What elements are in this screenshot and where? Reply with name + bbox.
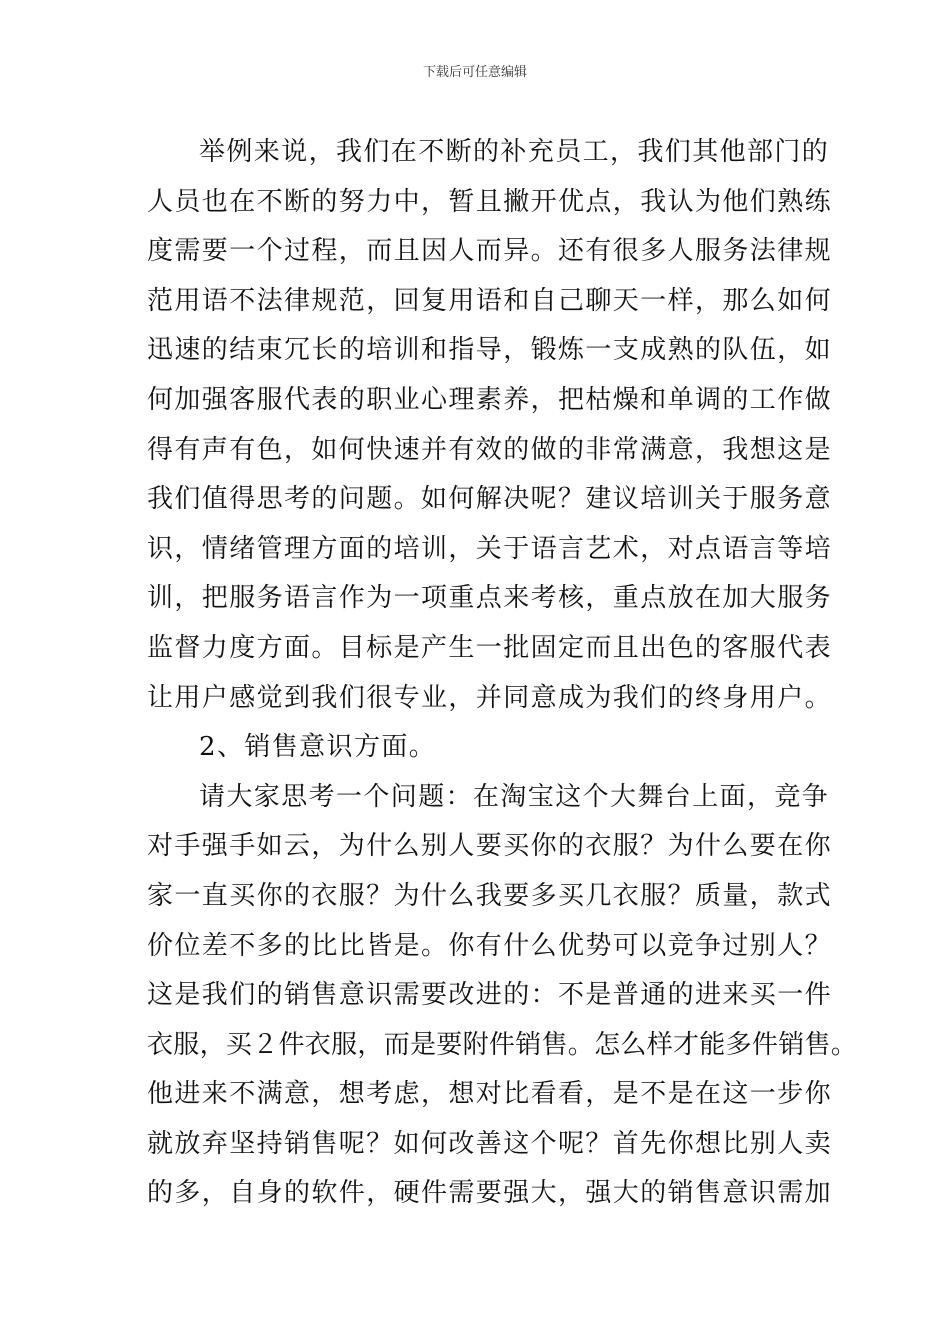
paragraph-line: 我们值得思考的问题。如何解决呢？建议培训关于服务意	[147, 484, 833, 515]
paragraph-line: 让用户感觉到我们很专业，并同意成为我们的终身用户。	[147, 682, 833, 713]
paragraph-line: 度需要一个过程，而且因人而异。还有很多人服务法律规	[147, 236, 833, 267]
page-header: 下载后可任意编辑	[422, 65, 527, 80]
paragraph-line: 请大家思考一个问题：在淘宝这个大舞台上面，竞争	[199, 781, 830, 812]
paragraph-line: 价位差不多的比比皆是。你有什么优势可以竞争过别人？	[147, 930, 833, 961]
paragraph-line: 举例来说，我们在不断的补充员工，我们其他部门的	[199, 137, 830, 167]
paragraph-line: 这是我们的销售意识需要改进的：不是普通的进来买一件	[147, 980, 833, 1011]
paragraph-line: 范用语不法律规范，回复用语和自己聊天一样，那么如何	[147, 285, 833, 316]
paragraph-line: 对手强手如云，为什么别人要买你的衣服？为什么要在你	[147, 831, 833, 862]
paragraph-line: 家一直买你的衣服？为什么我要多买几衣服？质量，款式	[147, 880, 833, 911]
paragraph-line: 衣服，买２件衣服，而是要附件销售。怎么样才能多件销售。	[147, 1029, 858, 1060]
paragraph-line: 训，把服务语言作为一项重点来考核，重点放在加大服务	[147, 583, 833, 614]
paragraph-line: 就放弃坚持销售呢？如何改善这个呢？首先你想比别人卖	[147, 1128, 833, 1159]
paragraph-line: 监督力度方面。目标是产生一批固定而且出色的客服代表	[147, 632, 833, 663]
paragraph-line: 他进来不满意，想考虑，想对比看看，是不是在这一步你	[147, 1079, 833, 1110]
document-body	[147, 128, 858, 1219]
section-heading: 2、销售意识方面。	[199, 732, 437, 763]
paragraph-line: 何加强客服代表的职业心理素养，把枯燥和单调的工作做	[147, 384, 833, 415]
paragraph-line: 的多，自身的软件，硬件需要强大，强大的销售意识需加	[147, 1178, 833, 1209]
paragraph-line: 人员也在不断的努力中，暂且撇开优点，我认为他们熟练	[147, 186, 833, 217]
paragraph-line: 识，情绪管理方面的培训，关于语言艺术，对点语言等培	[147, 533, 833, 564]
paragraph-line: 得有声有色，如何快速并有效的做的非常满意，我想这是	[147, 434, 833, 465]
paragraph-line: 迅速的结束冗长的培训和指导，锻炼一支成熟的队伍，如	[147, 335, 833, 366]
